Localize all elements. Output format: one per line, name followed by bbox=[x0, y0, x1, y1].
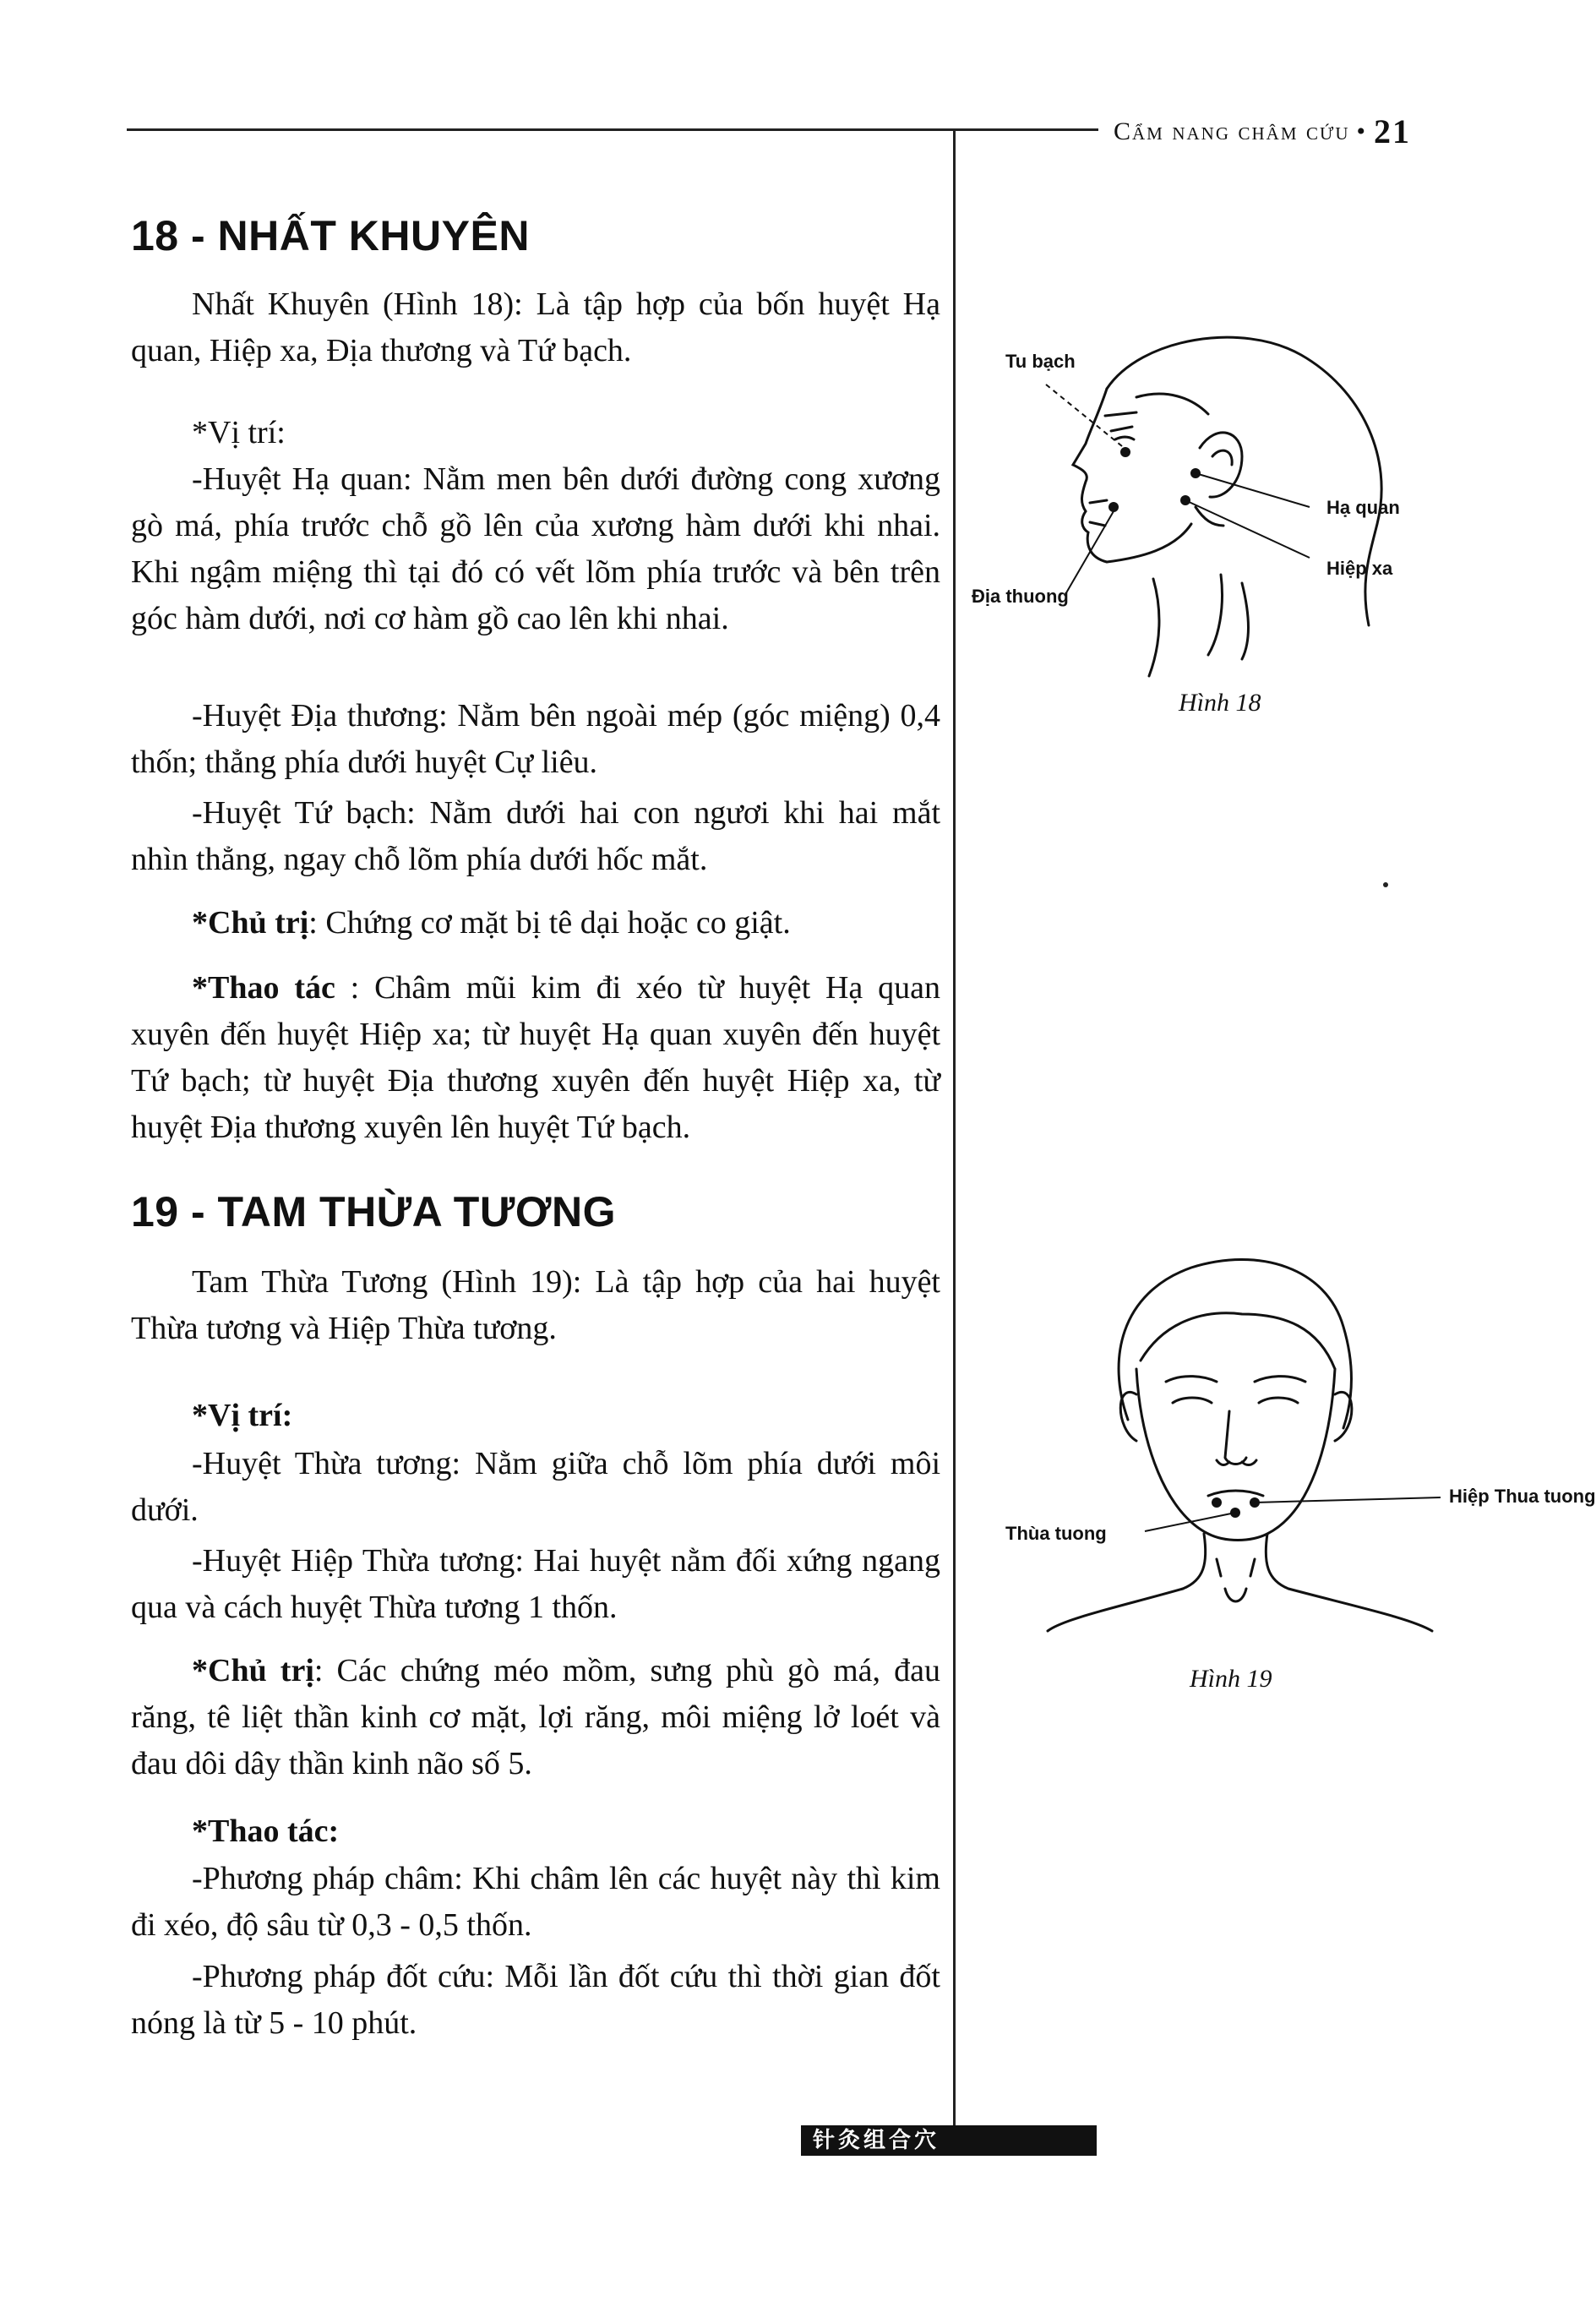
label-hiep-thua-tuong: Hiệp Thua tuong bbox=[1449, 1486, 1596, 1507]
section-18-point-tu-bach: -Huyệt Tứ bạch: Nằm dưới hai con ngươi khi hai mắt nhìn thẳng, ngay chỗ lõm phía dưới hốc mắt. bbox=[131, 795, 940, 877]
section-19-method-needling: -Phương pháp châm: Khi châm lên các huyệt này thì kim đi xéo, độ sâu từ 0,3 - 0,5 thốn. bbox=[131, 1861, 940, 1943]
section-19-method-moxibustion: -Phương pháp đốt cứu: Mỗi lần đốt cứu thì thời gian đốt nóng là từ 5 - 10 phút. bbox=[131, 1959, 940, 2041]
section-18-indication bbox=[131, 900, 940, 946]
section-18-intro: Nhất Khuyên (Hình 18): Là tập hợp của bốn huyệt Hạ quan, Hiệp xa, Địa thương và Tứ bạch. bbox=[131, 286, 940, 368]
figure-19-caption: Hình 19 bbox=[1190, 1665, 1272, 1693]
section-19-point-thua-tuong: -Huyệt Thừa tương: Nằm giữa chỗ lõm phía dưới môi dưới. bbox=[131, 1446, 940, 1528]
section-18-point-ha-quan: -Huyệt Hạ quan: Nằm men bên dưới đường cong xương gò má, phía trước chỗ gồ lên của xương hàm dưới khi nhai. Khi ngậm miệng thì tại đó có vết lõm phía trước và bên trên góc hàm dưới, nơi cơ hàm gồ cao lên khi nhai. bbox=[131, 461, 940, 636]
section-18-title: 18 - NHẤT KHUYÊN bbox=[131, 212, 530, 259]
section-19-technique-label: *Thao tác: bbox=[192, 1813, 340, 1849]
section-18-technique-label: *Thao tác bbox=[192, 970, 335, 1006]
header-bullet: • bbox=[1356, 117, 1368, 145]
section-19-indication-text: : Các chứng méo mồm, sưng phù gò má, đau răng, tê liệt thần kinh cơ mặt, lợi răng, môi miệng lở loét và đau dôi dây thần kinh não số 5. bbox=[131, 1653, 941, 1781]
page-number: 21 bbox=[1374, 112, 1412, 150]
section-18-position-label: *Vị trí: bbox=[192, 415, 286, 450]
figure-19 bbox=[972, 1234, 1596, 1724]
section-19-position-label: *Vị trí: bbox=[192, 1398, 293, 1433]
section-19-indication bbox=[131, 1648, 940, 1787]
section-18-point-dia-thuong: -Huyệt Địa thương: Nằm bên ngoài mép (góc miệng) 0,4 thốn; thẳng phía dưới huyệt Cự liêu. bbox=[131, 698, 940, 780]
footer-banner: 针灸组合穴 bbox=[801, 2125, 1097, 2156]
figure-18 bbox=[972, 304, 1563, 744]
section-19-title: 19 - TAM THỪA TƯƠNG bbox=[131, 1188, 616, 1235]
label-hiep-xa: Hiệp xa bbox=[1326, 558, 1393, 579]
section-18-technique-text: : Châm mũi kim đi xéo từ huyệt Hạ quan xuyên đến huyệt Hiệp xa; từ huyệt Hạ quan xuyên đến huyệt Tứ bạch; từ huyệt Địa thương xuyên đến huyệt Hiệp xa, từ huyệt Địa thương xuyên lên huyệt Tứ bạch. bbox=[131, 970, 941, 1145]
section-18-technique bbox=[131, 965, 940, 1151]
section-19-indication-label: *Chủ trị bbox=[192, 1653, 314, 1688]
section-18-indication-text: : Chứng cơ mặt bị tê dại hoặc co giật. bbox=[308, 905, 791, 941]
column-divider bbox=[953, 128, 956, 2140]
running-title: Cẩm nang châm cứu bbox=[1114, 117, 1350, 145]
figure-18-caption: Hình 18 bbox=[1179, 689, 1261, 717]
front-face-illustration bbox=[972, 1234, 1563, 1631]
section-18-indication-label: *Chủ trị bbox=[192, 905, 309, 941]
label-thua-tuong: Thùa tuong bbox=[1005, 1523, 1107, 1544]
label-dia-thuong: Địa thuong bbox=[972, 586, 1069, 607]
stray-dot bbox=[1383, 882, 1388, 887]
label-ha-quan: Hạ quan bbox=[1326, 497, 1400, 518]
section-19-point-hiep-thua-tuong: -Huyệt Hiệp Thừa tương: Hai huyệt nằm đối xứng ngang qua và cách huyệt Thừa tương 1 thốn. bbox=[131, 1543, 940, 1625]
running-header bbox=[1114, 108, 1411, 148]
header-rule-left bbox=[127, 128, 929, 131]
section-19-intro: Tam Thừa Tương (Hình 19): Là tập hợp của hai huyệt Thừa tương và Hiệp Thừa tương. bbox=[131, 1264, 940, 1346]
label-tu-bach: Tu bạch bbox=[1005, 351, 1076, 372]
